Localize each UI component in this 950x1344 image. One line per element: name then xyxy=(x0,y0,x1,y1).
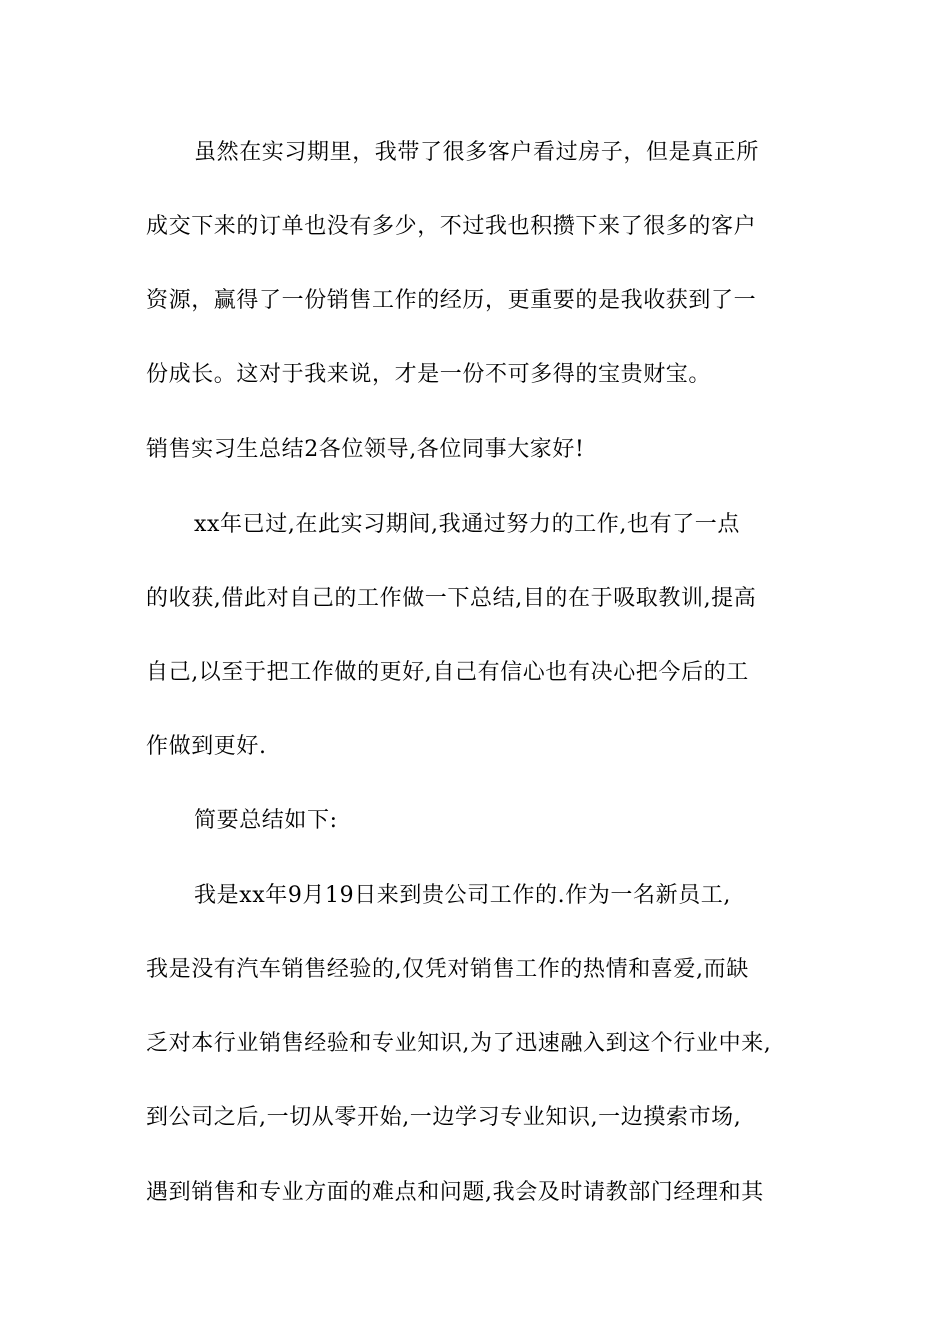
paragraph-line: 资源，赢得了一份销售工作的经历，更重要的是我收获到了一 xyxy=(146,288,757,313)
paragraph-line: 作做到更好. xyxy=(146,734,267,759)
paragraph-line: 虽然在实习期里，我带了很多客户看过房子，但是真正所 xyxy=(194,140,760,165)
paragraph-line: xx年已过,在此实习期间,我通过努力的工作,也有了一点 xyxy=(194,512,740,537)
paragraph-line: 简要总结如下: xyxy=(194,808,338,833)
paragraph-line: 的收获,借此对自己的工作做一下总结,目的在于吸取教训,提高 xyxy=(146,586,757,611)
paragraph-line: 我是没有汽车销售经验的,仅凭对销售工作的热情和喜爱,而缺 xyxy=(146,957,749,982)
paragraph-line: 遇到销售和专业方面的难点和问题,我会及时请教部门经理和其 xyxy=(146,1180,764,1205)
paragraph-line: 份成长。这对于我来说，才是一份不可多得的宝贵财宝。 xyxy=(146,362,712,387)
paragraph-line: 乏对本行业销售经验和专业知识,为了迅速融入到这个行业中来, xyxy=(146,1031,772,1056)
paragraph-line: 到公司之后,一切从零开始,一边学习专业知识,一边摸索市场, xyxy=(146,1105,742,1130)
section-heading-line: 销售实习生总结2各位领导,各位同事大家好! xyxy=(146,437,585,462)
paragraph-line: 我是xx年9月19日来到贵公司工作的.作为一名新员工, xyxy=(194,883,731,908)
paragraph-line: 自己,以至于把工作做的更好,自己有信心也有决心把今后的工 xyxy=(146,660,749,685)
paragraph-line: 成交下来的订单也没有多少，不过我也积攒下来了很多的客户 xyxy=(146,214,757,239)
